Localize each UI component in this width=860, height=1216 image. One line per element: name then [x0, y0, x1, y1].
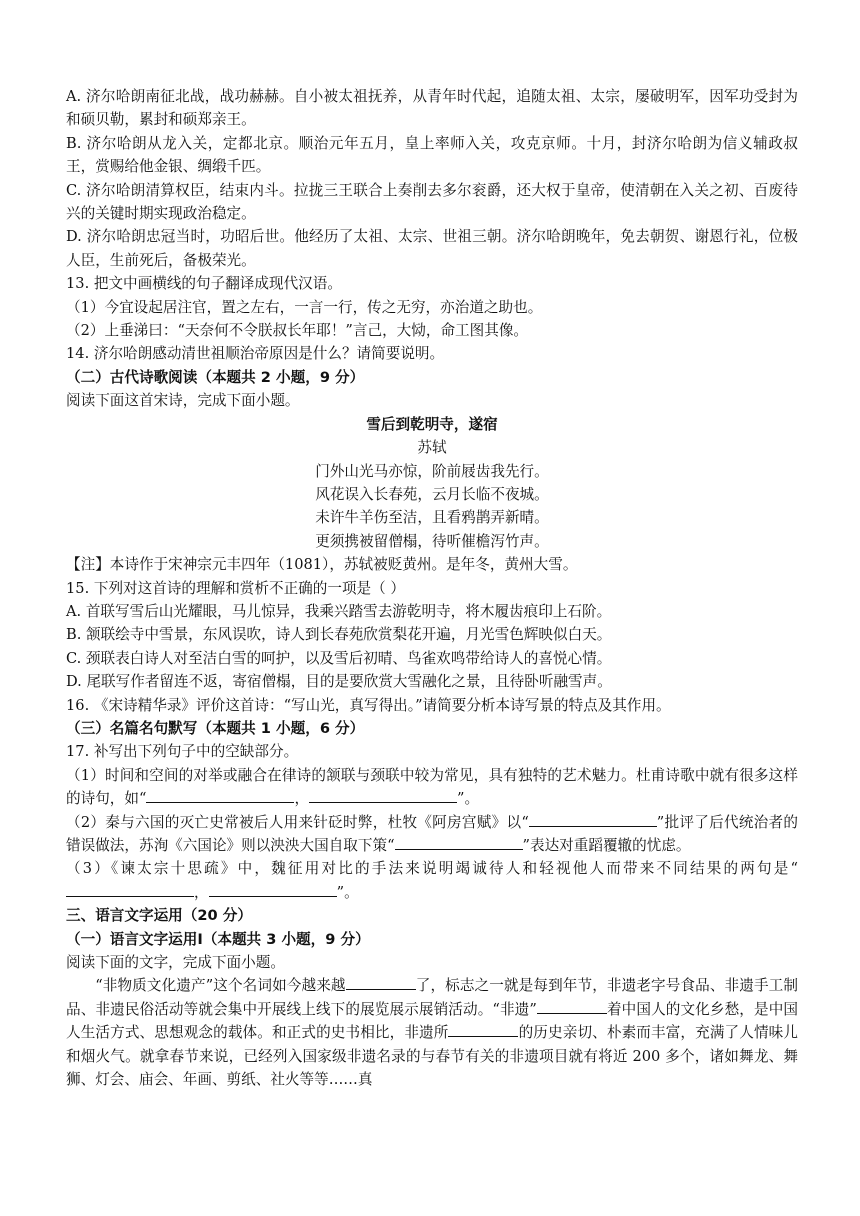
mingju-section-heading: （三）名篇名句默写（本题共 1 小题，6 分）	[66, 719, 365, 737]
q17-item-1	[66, 764, 798, 811]
poem-title: 雪后到乾明寺，遂宿	[366, 415, 498, 433]
poem-line: 未许牛羊伤至洁，且看鸦鹊弄新晴。	[315, 509, 549, 527]
poem-line: 风花误入长春苑，云月长临不夜城。	[315, 485, 549, 503]
answer-blank[interactable]	[66, 882, 194, 897]
passage-text: “非物质文化遗产”这个名词如今越来越	[95, 977, 346, 995]
q17-stem: 17. 补写出下列句子中的空缺部分。	[66, 743, 299, 761]
q17-item-2-text: （2）秦与六国的灭亡史常被后人用来针砭时弊，杜牧《阿房宫赋》以“	[66, 813, 529, 831]
q12-option-c: C. 济尔哈朗清算权臣，结束内斗。拉拢三王联合上奏削去多尔衮爵，还大权于皇帝，使清朝在入关之初、百废待兴的关键时期实现政治稳定。	[66, 181, 798, 223]
q17-item-3	[66, 857, 798, 904]
q17-item-3-sep: ，	[194, 883, 209, 901]
q17-item-1-text: （1）时间和空间的对举或融合在律诗的颔联与颈联中较为常见，具有独特的艺术魅力。杜甫诗歌中就有很多这样的诗句，如“	[66, 766, 798, 808]
answer-blank[interactable]	[529, 812, 657, 827]
q17-item-3-text: （3）《谏太宗十思疏》中，魏征用对比的手法来说明竭诚待人和轻视他人而带来不同结果的两句是“	[66, 860, 798, 878]
q17-item-3-end: ”。	[336, 883, 359, 901]
q16-stem: 16. 《宋诗精华录》评价这首诗：“写山光，真写得出。”请简要分析本诗写景的特点及其作用。	[66, 696, 671, 714]
answer-blank[interactable]	[209, 882, 337, 897]
q17-item-2-end: ”表达对重蹈覆辙的忧虑。	[522, 837, 691, 854]
poetry-section-heading: （二）古代诗歌阅读（本题共 2 小题，9 分）	[66, 368, 365, 386]
answer-blank[interactable]	[346, 975, 416, 990]
q12-option-d: D. 济尔哈朗忠冠当时，功昭后世。他经历了太祖、太宗、世祖三朝。济尔哈朗晚年，免去朝贺、谢恩行礼，位极人臣，生前死后，备极荣光。	[66, 228, 798, 269]
q15-option-a: A. 首联写雪后山光耀眼，马儿惊异，我乘兴踏雪去游乾明寺，将木履齿痕印上石阶。	[66, 602, 612, 620]
passage-text: 的历史亲切、朴素而丰富，充满了人情味儿和烟火气。就拿春节来说，已经列入国家级非遗名录的与春节有关的非遗项目就有将近 200 多个，诸如舞龙、舞狮、灯会、庙会、年画、剪纸、社火等等……真	[66, 1024, 798, 1089]
q17-item-2-mid: ”批评了后代统治者的错误做法，苏洵《六国论》则以泱泱大国自取下策“	[66, 813, 798, 854]
section-3-heading: 三、语言文字运用（20 分）	[66, 907, 252, 925]
page-content	[66, 85, 798, 1091]
q15-option-b: B. 颔联绘寺中雪景，东风误吹，诗人到长春苑欣赏梨花开遍，月光雪色辉映似白天。	[66, 626, 612, 644]
q12-option-a: A. 济尔哈朗南征北战，战功赫赫。自小被太祖抚养，从青年时代起，追随太祖、太宗，屡破明军，因军功受封为和硕贝勒，累封和硕郑亲王。	[66, 88, 798, 129]
poetry-intro: 阅读下面这首宋诗，完成下面小题。	[66, 392, 300, 410]
q13-item-2: （2）上垂涕曰：“天奈何不令朕叔长年耶！”言己，大恸，命工图其像。	[66, 322, 529, 340]
q15-option-d: D. 尾联写作者留连不返，寄宿僧榻，目的是要欣赏大雪融化之景，且待卧听融雪声。	[66, 673, 612, 691]
q15-option-c: C. 颈联表白诗人对至洁白雪的呵护，以及雪后初晴、鸟雀欢鸣带给诗人的喜悦心情。	[66, 649, 612, 667]
section-3-sub-heading: （一）语言文字运用Ⅰ（本题共 3 小题，9 分）	[66, 930, 370, 948]
passage-text: 着中国人的文化乡愁，是中国人生活方式、思想观念的载体。和正式的史书相比，非遗所	[66, 1000, 798, 1042]
reading-passage	[66, 974, 798, 1091]
q17-item-1-end: ”。	[457, 790, 480, 808]
q13-stem: 13. 把文中画横线的句子翻译成现代汉语。	[66, 275, 342, 293]
q14-stem: 14. 济尔哈朗感动清世祖顺治帝原因是什么？请简要说明。	[66, 345, 445, 363]
poem-author: 苏轼	[417, 439, 447, 457]
q17-item-1-sep: ，	[294, 790, 310, 808]
answer-blank[interactable]	[537, 999, 607, 1014]
q12-option-b: B. 济尔哈朗从龙入关，定都北京。顺治元年五月，皇上率师入关，攻克京师。十月，封济尔哈朗为信义辅政叔王，赏赐给他金银、绸缎千匹。	[66, 134, 798, 176]
section-3-intro: 阅读下面的文字，完成下面小题。	[66, 954, 285, 972]
poem-line: 门外山光马亦惊，阶前屐齿我先行。	[315, 462, 549, 480]
poem-note: 【注】本诗作于宋神宗元丰四年（1081），苏轼被贬黄州。是年冬，黄州大雪。	[66, 556, 578, 574]
answer-blank[interactable]	[309, 788, 457, 803]
q15-stem: 15. 下列对这首诗的理解和赏析不正确的一项是（ ）	[66, 579, 405, 597]
q13-item-1: （1）今宜设起居注官，置之左右，一言一行，传之无穷，亦治道之助也。	[66, 298, 543, 316]
passage-text: 了，标志之一就是每到年节，非遗老字号食品、非遗手工制品、非遗民俗活动等就会集中开展线上线下的展览展示展销活动。“非遗”	[66, 977, 798, 1018]
answer-blank[interactable]	[448, 1022, 518, 1037]
poem-line: 更须携被留僧榻，待听催檐泻竹声。	[315, 532, 549, 550]
answer-blank[interactable]	[395, 835, 523, 850]
q17-item-2	[66, 811, 798, 858]
answer-blank[interactable]	[146, 788, 294, 803]
